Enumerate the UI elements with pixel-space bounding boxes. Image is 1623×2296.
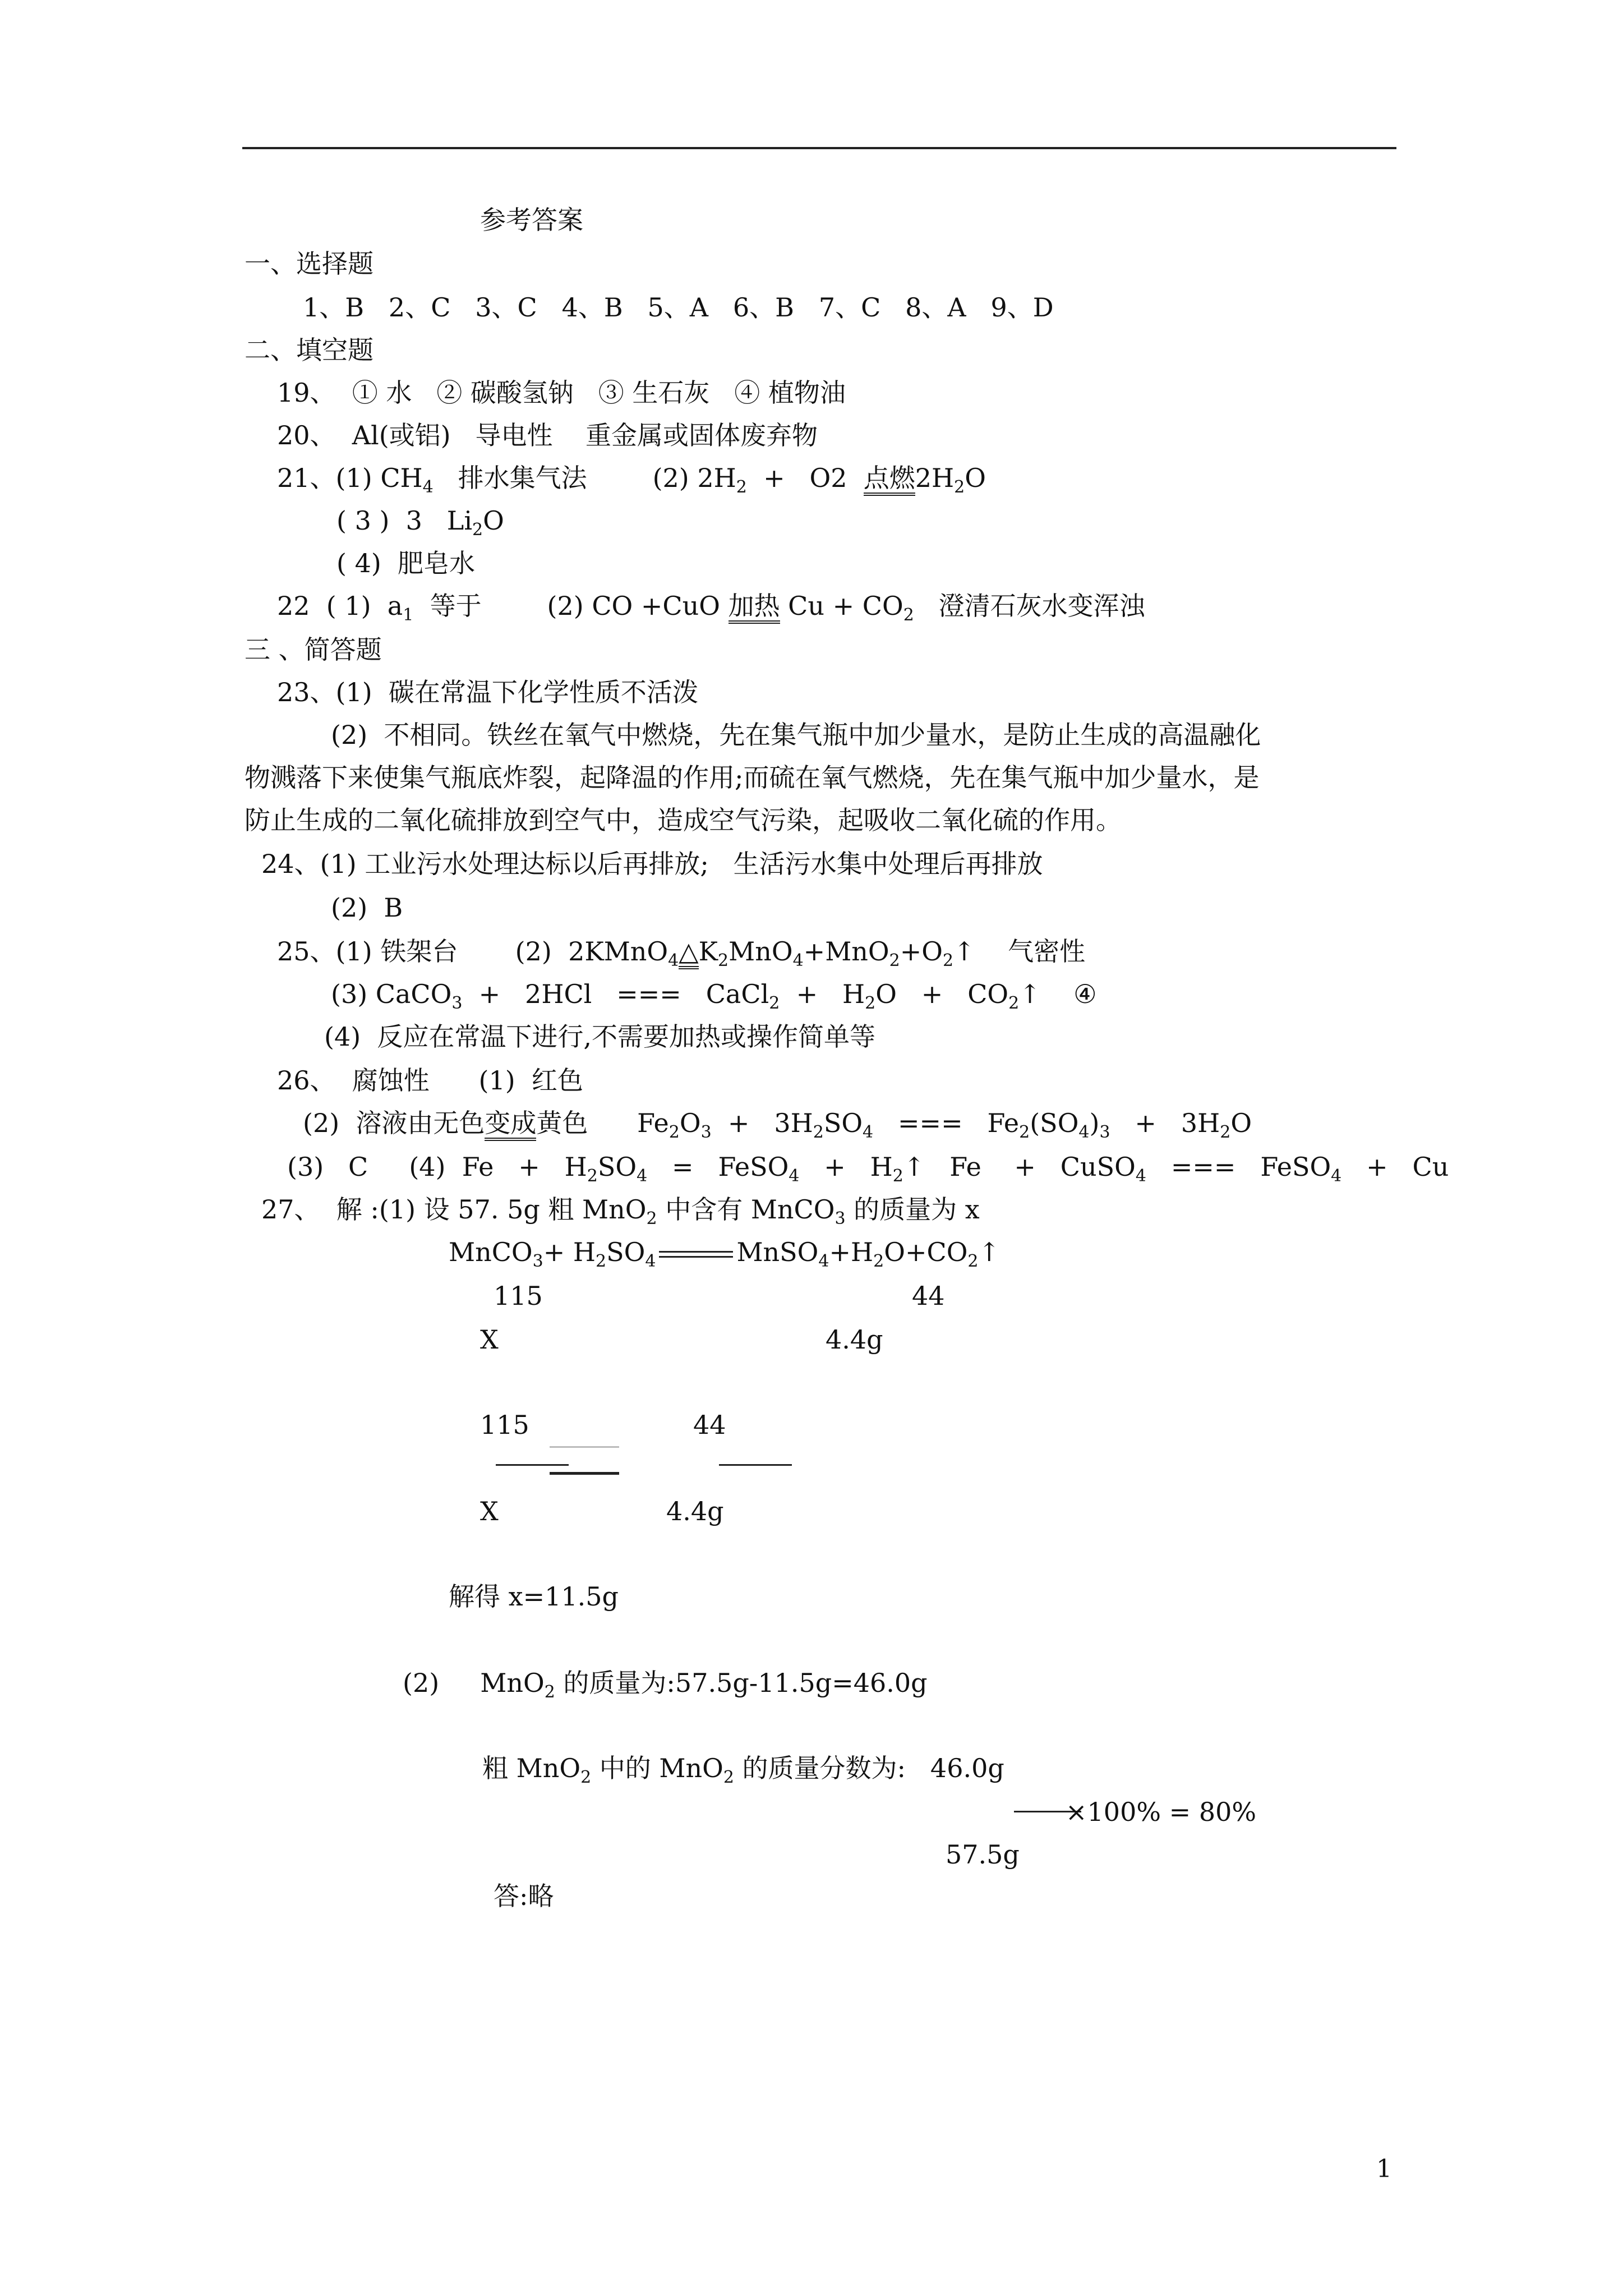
answer-20: 20、 Al(或铝) 导电性 重金属或固体废弃物 — [277, 420, 818, 450]
section3-heading: 三 、简答题 — [245, 634, 382, 665]
mass-fraction-line: 粗 MnO$_2$ 中的 MnO$_2$ 的质量分数为: 46.0g — [482, 1753, 1004, 1787]
molar-mass-115: 115 — [494, 1281, 543, 1311]
ratio-x: X — [480, 1496, 499, 1526]
fraction-denominator: 57.5g — [946, 1839, 1020, 1870]
page-title: 参考答案 — [480, 205, 583, 235]
reaction-condition: △ — [679, 937, 698, 969]
answer-27-2: (2) MnO$_2$ 的质量为:57.5g-11.5g=46.0g — [403, 1668, 928, 1702]
answer-26-3: (3) C (4) $Fe + H_2SO_4$ = FeSO$_4$ + $H_2↑$ Fe + CuSO$_4$ === FeSO$_4$ + Cu — [287, 1152, 1449, 1186]
answer-24-2: (2) B — [331, 892, 403, 923]
answer-26-1: 26、 腐蚀性 (1) 红色 — [277, 1065, 583, 1096]
reaction-condition: 变成 — [485, 1108, 536, 1141]
answer-22: 22 ( 1) $a_1$ 等于 (2) CO +CuO 加热 $Cu + CO_2$ 澄清石灰水变浑浊 — [277, 591, 1145, 625]
answer-19: 19、 ① 水 ② 碳酸氢钠 ③ 生石灰 ④ 植物油 — [277, 378, 846, 408]
answer-24-1: 24、(1) 工业污水处理达标以后再排放; 生活污水集中处理后再排放 — [261, 849, 1043, 879]
answer-27-intro: 27、 解 :(1) 设 57. 5g 粗 MnO$_2$ 中含有 MnCO$_3$ 的质量为 x — [261, 1194, 980, 1228]
answer-25-3: (3) CaCO$_3$ + 2HCl === CaCl$_2$ + $H_2O$ + $CO_2↑$ ④ — [331, 979, 1097, 1013]
answer-26-2: (2) 溶液由无色变成黄色 $Fe_2O_3 + 3H_2SO_4$ === $Fe_2(SO_4)_3 + 3H_2O$ — [303, 1108, 1252, 1142]
mass-co2: 4.4g — [826, 1324, 883, 1355]
final-answer: 答:略 — [494, 1881, 554, 1911]
choice-answers: 1、B 2、C 3、C 4、B 5、A 6、B 7、C 8、A 9、D — [303, 292, 1054, 323]
fraction-stroke — [550, 1472, 619, 1475]
answer-23-2: (2) 不相同。铁丝在氧气中燃烧，先在集气瓶中加少量水，是防止生成的高温融化 — [331, 720, 1261, 750]
answer-25-1: 25、(1) 铁架台 (2) $2KMnO_4\triangle K_2MnO_4+MnO_2+O_2↑$ 气密性 — [277, 936, 1086, 970]
equals-sign — [659, 1251, 733, 1258]
answer-21-line4: ( 4) 肥皂水 — [336, 548, 476, 578]
fraction-stroke — [550, 1446, 619, 1448]
page-number: 1 — [1376, 2155, 1392, 2183]
answer-23-2-cont2: 防止生成的二氧化硫排放到空气中，造成空气污染，起吸收二氧化硫的作用。 — [245, 805, 1122, 835]
reaction-condition: 加热 — [728, 591, 780, 624]
answer-23-1: 23、(1) 碳在常温下化学性质不活泼 — [277, 677, 698, 707]
answer-21-line1: 21、(1) $CH_4$ 排水集气法 (2) $2H_2 + O2$ 点燃$2H_2O$ — [277, 463, 986, 497]
fraction-bar — [496, 1464, 569, 1466]
unknown-x: X — [480, 1324, 499, 1355]
section2-heading: 二、填空题 — [245, 335, 374, 365]
answer-27-equation: MnCO$_3$+ $H_2SO_4$ $MnSO_4+H_2O+CO_2↑$ — [449, 1237, 1000, 1271]
header-rule — [242, 147, 1396, 149]
molar-mass-44: 44 — [912, 1281, 945, 1311]
reaction-condition: 点燃 — [864, 463, 915, 496]
solve-x: 解得 x=11.5g — [449, 1581, 619, 1612]
ratio-44: 44 — [693, 1410, 726, 1440]
answer-21-line3: ( 3 ) 3 $Li_2O$ — [336, 505, 504, 540]
fraction-bar — [719, 1464, 792, 1466]
section1-heading: 一、选择题 — [245, 249, 374, 279]
ratio-44g: 4.4g — [666, 1496, 724, 1526]
percent-result: ×100% = 80% — [1066, 1797, 1257, 1827]
answer-23-2-cont: 物溅落下来使集气瓶底炸裂，起降温的作用;而硫在氧气燃烧，先在集气瓶中加少量水，是 — [245, 762, 1260, 793]
answer-25-4: (4) 反应在常温下进行,不需要加热或操作简单等 — [324, 1022, 876, 1052]
ratio-115: 115 — [480, 1410, 529, 1440]
